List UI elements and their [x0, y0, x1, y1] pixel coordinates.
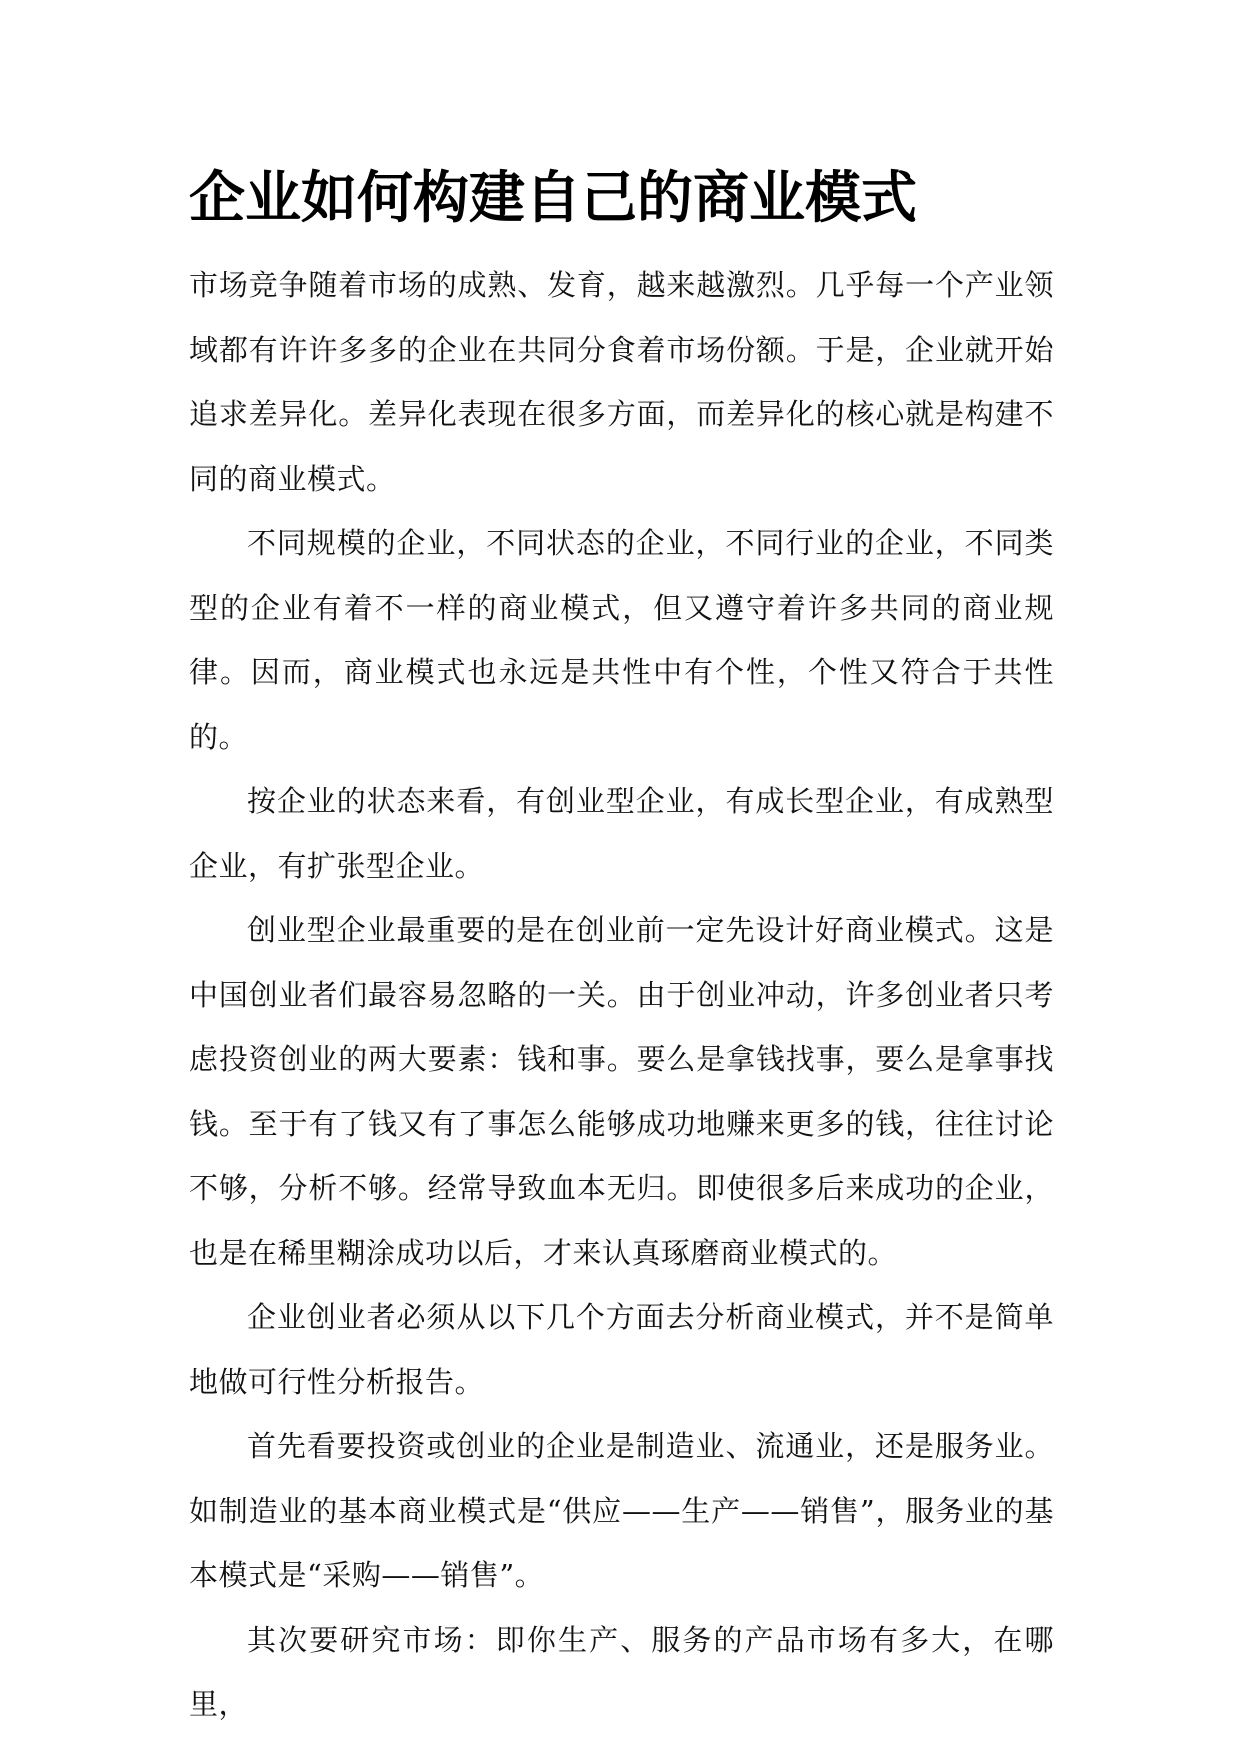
paragraph-market-research: 其次要研究市场：即你生产、服务的产品市场有多大，在哪里， [189, 1622, 1054, 1721]
paragraph-enterprise-states: 按企业的状态来看，有创业型企业，有成长型企业，有成熟型企业，有扩张型企业。 [189, 784, 1054, 883]
paragraph-analysis-aspects: 企业创业者必须从以下几个方面去分析商业模式，并不是简单地做可行性分析报告。 [189, 1300, 1054, 1399]
document-body [189, 253, 1054, 1737]
paragraph-startup-model: 创业型企业最重要的是在创业前一定先设计好商业模式。这是中国创业者们最容易忽略的一关。由于创业冲动，许多创业者只考虑投资创业的两大要素：钱和事。要么是拿钱找事，要么是拿事找钱。至于有了钱又有了事怎么能够成功地赚来更多的钱，往往讨论不够，分析不够。经常导致血本无归。即使很多后来成功的企业，也是在稀里糊涂成功以后，才来认真琢磨商业模式的。 [189, 913, 1054, 1270]
paragraph-scale-types: 不同规模的企业，不同状态的企业，不同行业的企业，不同类型的企业有着不一样的商业模式，但又遵守着许多共同的商业规律。因而，商业模式也永远是共性中有个性，个性又符合于共性的。 [189, 526, 1054, 754]
paragraph-intro: 市场竞争随着市场的成熟、发育，越来越激烈。几乎每一个产业领域都有许许多多的企业在共同分食着市场份额。于是，企业就开始追求差异化。差异化表现在很多方面，而差异化的核心就是构建不同的商业模式。 [189, 268, 1054, 496]
paragraph-industry-type: 首先看要投资或创业的企业是制造业、流通业，还是服务业。如制造业的基本商业模式是“供应——生产——销售”，服务业的基本模式是“采购——销售”。 [189, 1429, 1054, 1592]
document-title: 企业如何构建自己的商业模式 [189, 165, 917, 231]
